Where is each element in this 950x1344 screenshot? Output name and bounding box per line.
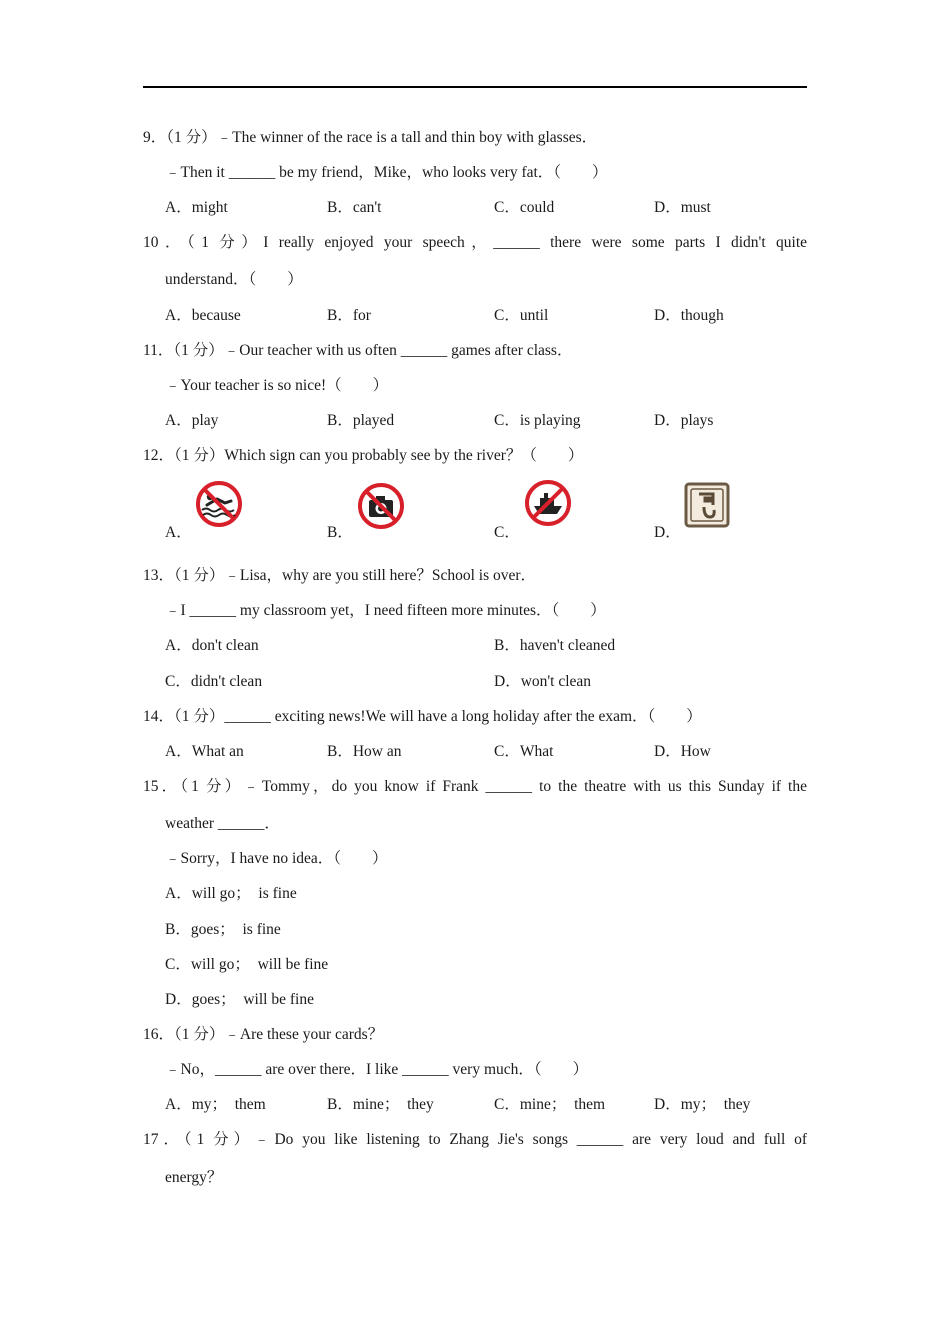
question-16-stem: 16．（1 分）﹣Are these your cards？ [143, 1026, 384, 1043]
question-13-reply: ﹣I ______ my classroom yet，I need fifteen more minutes．（ ） [165, 602, 606, 619]
question-17-stem: 17．（1 分）﹣Do you like listening to Zhang Jie's songs ______ are very loud and full of [143, 1131, 807, 1148]
question-9-stem: 9．（1 分）﹣The winner of the race is a tall and thin boy with glasses． [143, 129, 598, 146]
question-11-stem: 11．（1 分）﹣Our teacher with us often ______ games after class． [143, 342, 573, 359]
option-a[interactable]: A．might [165, 199, 228, 216]
question-13-stem: 13．（1 分）﹣Lisa，why are you still here？School is over． [143, 567, 537, 584]
option-d[interactable]: D．won't clean [494, 673, 592, 690]
option-b[interactable]: B．played [327, 412, 395, 429]
option-c[interactable]: C．What [494, 743, 554, 760]
option-d[interactable]: D．though [654, 307, 724, 324]
option-b[interactable]: B．goes； is fine [165, 921, 281, 938]
option-b[interactable]: B． [327, 524, 353, 541]
question-14-stem: 14．（1 分）______ exciting news!We will have a long holiday after the exam．（ ） [143, 708, 702, 725]
option-b[interactable]: B．How an [327, 743, 402, 760]
option-a[interactable]: A．What an [165, 743, 244, 760]
restroom-sign-icon[interactable] [683, 481, 731, 529]
option-a[interactable]: A．because [165, 307, 241, 324]
option-d[interactable]: D．How [654, 743, 711, 760]
option-d[interactable]: D． [654, 524, 681, 541]
option-c[interactable]: C．is playing [494, 412, 581, 429]
question-10-continuation: understand．（ ） [165, 271, 303, 288]
no-swimming-icon[interactable] [195, 480, 243, 528]
question-17-continuation: energy？ [165, 1169, 223, 1186]
no-photography-icon[interactable] [357, 482, 405, 530]
option-d[interactable]: D．goes； will be fine [165, 991, 314, 1008]
question-16-reply: ﹣No，______ are over there．I like ______ very much．（ ） [165, 1061, 589, 1078]
option-c[interactable]: C．didn't clean [165, 673, 263, 690]
option-b[interactable]: B．haven't cleaned [494, 637, 616, 654]
question-10-stem: 10．（1 分）I really enjoyed your speech，______ there were some parts I didn't quite [143, 234, 807, 251]
option-b[interactable]: B．can't [327, 199, 382, 216]
header-rule [143, 86, 807, 88]
option-a[interactable]: A．don't clean [165, 637, 259, 654]
question-15-reply: ﹣Sorry，I have no idea．（ ） [165, 850, 388, 867]
option-d[interactable]: D．my； they [654, 1096, 751, 1113]
option-d[interactable]: D．must [654, 199, 711, 216]
option-c[interactable]: C．until [494, 307, 549, 324]
option-a[interactable]: A．will go； is fine [165, 885, 297, 902]
question-9-reply: ﹣Then it ______ be my friend，Mike，who looks very fat．（ ） [165, 164, 608, 181]
question-15-continuation: weather ______． [165, 815, 280, 832]
option-c[interactable]: C．mine； them [494, 1096, 606, 1113]
question-12-stem: 12．（1 分）Which sign can you probably see by the river？（ ） [143, 447, 584, 464]
option-b[interactable]: B．for [327, 307, 371, 324]
option-c[interactable]: C．will go； will be fine [165, 956, 329, 973]
option-c[interactable]: C． [494, 524, 520, 541]
option-a[interactable]: A．my； them [165, 1096, 266, 1113]
no-boating-icon[interactable] [524, 479, 572, 527]
option-a[interactable]: A．play [165, 412, 219, 429]
option-a[interactable]: A． [165, 524, 192, 541]
question-11-reply: ﹣Your teacher is so nice!（ ） [165, 377, 389, 394]
question-15-stem: 15．（1 分）﹣Tommy，do you know if Frank ______ to the theatre with us this Sunday if the [143, 778, 807, 795]
option-b[interactable]: B．mine； they [327, 1096, 434, 1113]
option-d[interactable]: D．plays [654, 412, 714, 429]
option-c[interactable]: C．could [494, 199, 555, 216]
